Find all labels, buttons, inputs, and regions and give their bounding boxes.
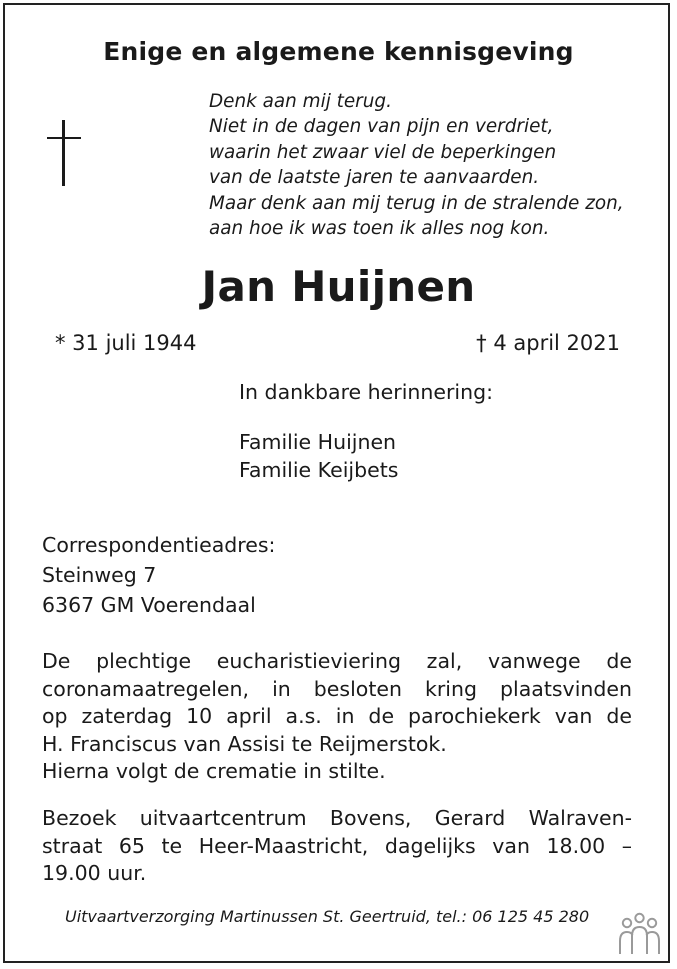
paragraph-line: De plechtige eucharistieviering zal, vanwege de [42,649,632,673]
paragraph-line: coronamaatregelen, in besloten kring plaatsvinden [42,676,632,701]
paragraph-line: Hierna volgt de crematie in stilte. [42,759,386,783]
poem-line: Niet in de dagen van pijn en verdriet, [209,116,554,138]
poem-line: Denk aan mij terug. [209,91,392,112]
family-list [239,428,398,484]
notice-heading: Enige en algemene kennisgeving [103,37,574,66]
correspondence-address [42,530,275,620]
family-name: Familie Keijbets [239,458,399,482]
family-name: Familie Huijnen [239,430,397,454]
paragraph-line: straat 65 te Heer-Maastricht, dagelijks van 18.00 – [42,833,632,858]
poem-line: waarin het zwaar viel de beperkingen [209,141,557,163]
deceased-name: Jan Huijnen [201,262,476,311]
address-street: Steinweg 7 [42,563,157,587]
address-label: Correspondentieadres: [42,533,276,557]
cross-horizontal-bar [47,137,81,139]
ceremony-paragraph [42,648,632,786]
address-city: 6367 GM Voerendaal [42,593,256,617]
paragraph-line: H. Franciscus van Assisi te Reijmerstok. [42,731,447,756]
cross-icon [47,120,81,186]
paragraph-line: 19.00 uur. [42,861,147,885]
paragraph-line: op zaterdag 10 april a.s. in de parochiekerk van de [42,704,632,728]
paragraph-line: Bezoek uitvaartcentrum Bovens, Gerard Walraven- [42,806,632,830]
visit-paragraph [42,805,632,888]
funeral-director-footer: Uitvaartverzorging Martinussen St. Geertruid, tel.: 06 125 45 280 [65,907,590,926]
poem-line: Maar denk aan mij terug in de stralende zon, [209,192,624,214]
poem [209,89,624,241]
poem-line: aan hoe ik was toen ik alles nog kon. [209,218,550,240]
death-date: † 4 april 2021 [476,331,620,355]
birth-date: * 31 juli 1944 [55,331,197,355]
poem-line: van de laatste jaren te aanvaarden. [209,167,540,189]
thanks-line: In dankbare herinnering: [239,380,494,404]
cross-vertical-bar [62,120,65,186]
people-logo-icon [617,912,662,957]
